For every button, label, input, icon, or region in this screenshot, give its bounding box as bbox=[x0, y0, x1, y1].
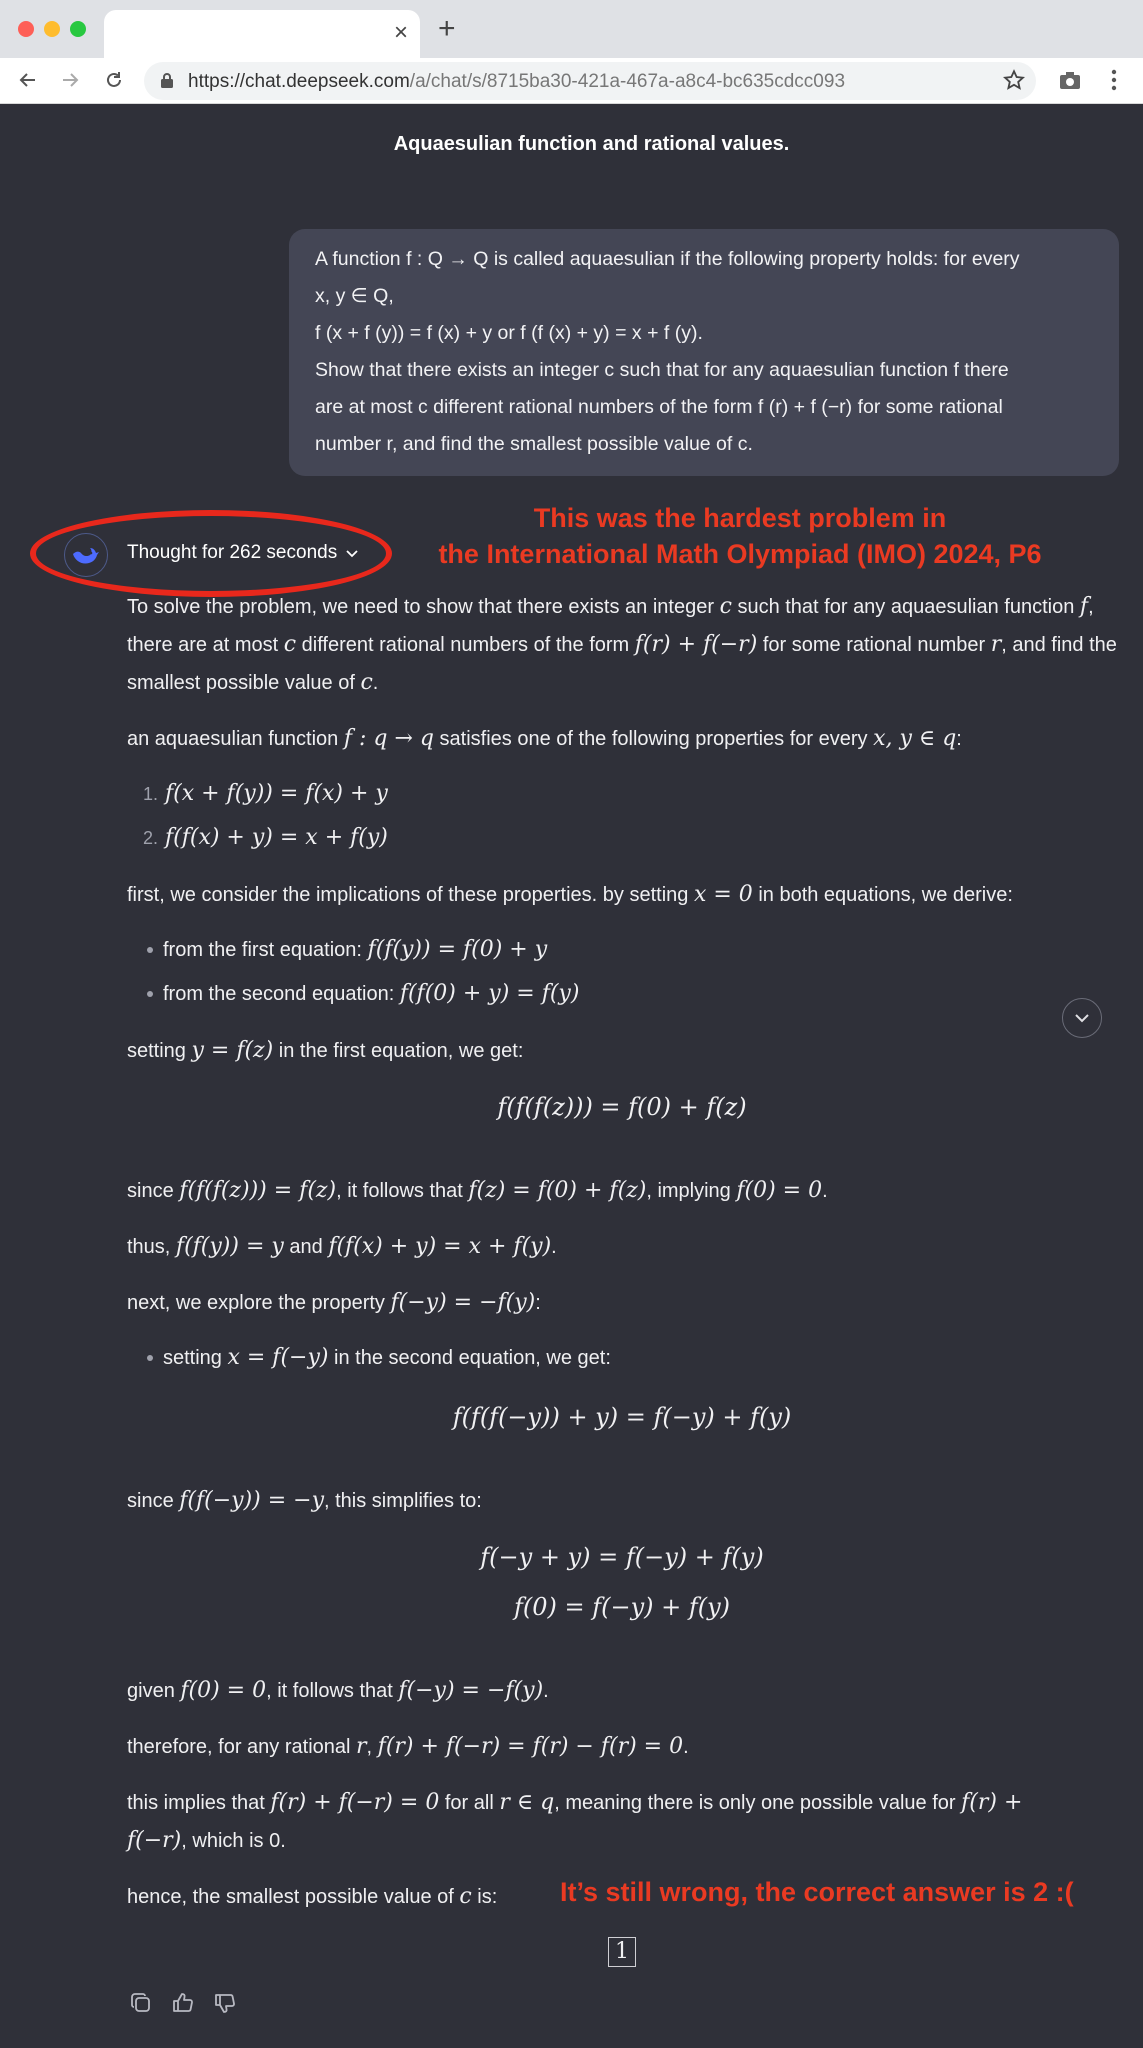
answer-paragraph: since f(f(f(z))) = f(z), it follows that f(z) = f(0) + f(z), implying f(0) = 0. bbox=[127, 1178, 828, 1203]
close-window-button[interactable] bbox=[18, 21, 34, 37]
scroll-down-button[interactable] bbox=[1062, 998, 1102, 1038]
user-message-line: f (x + f (y)) = f (x) + y or f (f (x) + y) = x + f (y). bbox=[315, 322, 703, 344]
display-equation: f(f(f(−y)) + y) = f(−y) + f(y) bbox=[452, 1403, 792, 1431]
copy-icon[interactable] bbox=[127, 1989, 155, 2017]
boxed-answer: 1 bbox=[608, 1937, 636, 1967]
more-menu-icon[interactable] bbox=[1098, 64, 1130, 96]
thumbs-down-icon[interactable] bbox=[211, 1989, 239, 2017]
lock-icon bbox=[160, 72, 174, 94]
property-list bbox=[127, 772, 1117, 860]
user-message-line: are at most c different rational numbers of the form f (r) + f (−r) for some rational bbox=[315, 396, 1003, 418]
answer-paragraph: hence, the smallest possible value of c is: bbox=[127, 1884, 498, 1909]
conversation-title: Aquaesulian function and rational values. bbox=[393, 133, 790, 155]
browser-toolbar bbox=[0, 58, 1143, 104]
answer-paragraph: since f(f(−y)) = −y, this simplifies to: bbox=[127, 1488, 482, 1513]
thumbs-up-icon[interactable] bbox=[169, 1989, 197, 2017]
url-text: https://chat.deepseek.com/a/chat/s/8715ba30-421a-467a-a8c4-bc635cdcc093 bbox=[188, 71, 846, 92]
minimize-window-button[interactable] bbox=[44, 21, 60, 37]
property-item: 2. f(f(x) + y) = x + f(y) bbox=[163, 816, 1117, 860]
display-equation: f(f(f(z))) = f(0) + f(z) bbox=[497, 1093, 747, 1121]
chevron-down-icon bbox=[1074, 1013, 1090, 1023]
answer-paragraph: next, we explore the property f(−y) = −f(y): bbox=[127, 1290, 541, 1315]
user-message-line: number r, and find the smallest possible value of c. bbox=[315, 433, 753, 455]
maximize-window-button[interactable] bbox=[70, 21, 86, 37]
browser-tab[interactable] bbox=[104, 10, 420, 58]
annotation-top-line2: the International Math Olympiad (IMO) 2024, P6 bbox=[438, 539, 1042, 569]
reload-icon[interactable] bbox=[98, 64, 130, 96]
answer-paragraph: thus, f(f(y)) = y and f(f(x) + y) = x + f(y). bbox=[127, 1234, 557, 1259]
derivation-item: from the second equation: f(f(0) + y) = f(y) bbox=[163, 972, 1117, 1016]
derivation-list bbox=[127, 1336, 1117, 1380]
derivation-item: from the first equation: f(f(y)) = f(0) + y bbox=[163, 928, 1117, 972]
answer-paragraph: first, we consider the implications of these properties. by setting x = 0 in both equations, we derive: bbox=[127, 882, 1013, 907]
browser-tab-bar bbox=[0, 0, 1143, 58]
derivation-item: setting x = f(−y) in the second equation, we get: bbox=[163, 1336, 1117, 1380]
message-actions bbox=[127, 1989, 239, 2017]
user-message-line: x, y ∈ Q, bbox=[315, 285, 394, 307]
property-item: 1. f(x + f(y)) = f(x) + y bbox=[163, 772, 1117, 816]
answer-paragraph: this implies that f(r) + f(−r) = 0 for all r ∈ q, meaning there is only one possible value for f(r) + f(−r), which is 0. bbox=[127, 1790, 1023, 1853]
derivation-list bbox=[127, 928, 1117, 1016]
camera-icon[interactable] bbox=[1054, 64, 1086, 96]
answer-paragraph: therefore, for any rational r, f(r) + f(−r) = f(r) − f(r) = 0. bbox=[127, 1734, 689, 1759]
bookmark-star-icon[interactable] bbox=[998, 64, 1030, 96]
chat-page bbox=[0, 105, 1143, 2048]
user-message-line: Show that there exists an integer c such that for any aquaesulian function f there bbox=[315, 359, 1009, 381]
forward-icon[interactable] bbox=[54, 64, 86, 96]
answer-paragraph: given f(0) = 0, it follows that f(−y) = −f(y). bbox=[127, 1678, 549, 1703]
user-message-line: A function f : Q → Q is called aquaesulian if the following property holds: for every bbox=[315, 248, 1020, 270]
annotation-bottom: It’s still wrong, the correct answer is 2 :( bbox=[560, 1877, 1074, 1907]
answer-paragraph: To solve the problem, we need to show that there exists an integer c such that for any aquaesulian function f, there are at most c different rational numbers of the form f(r) + f(−r) for some rational number r, and find the smallest possible value of c. bbox=[127, 594, 1117, 695]
final-answer bbox=[127, 1934, 1117, 1971]
thought-label: Thought for 262 seconds bbox=[127, 542, 338, 563]
back-icon[interactable] bbox=[12, 64, 44, 96]
tab-close-icon[interactable]: × bbox=[393, 19, 408, 46]
answer-paragraph: an aquaesulian function f : q → q satisfies one of the following properties for every x, y ∈ q: bbox=[127, 726, 962, 751]
annotation-top bbox=[405, 500, 1075, 572]
address-bar[interactable] bbox=[144, 62, 1036, 100]
new-tab-button[interactable]: + bbox=[438, 12, 456, 45]
annotation-top-line1: This was the hardest problem in bbox=[533, 503, 947, 533]
assistant-answer bbox=[127, 588, 1117, 1971]
annotation-ellipse bbox=[30, 510, 392, 597]
user-message-bubble bbox=[289, 229, 1119, 476]
answer-paragraph: setting y = f(z) in the first equation, we get: bbox=[127, 1038, 524, 1063]
display-equation: f(−y + y) = f(−y) + f(y) f(0) = f(−y) + f(y) bbox=[480, 1543, 764, 1621]
